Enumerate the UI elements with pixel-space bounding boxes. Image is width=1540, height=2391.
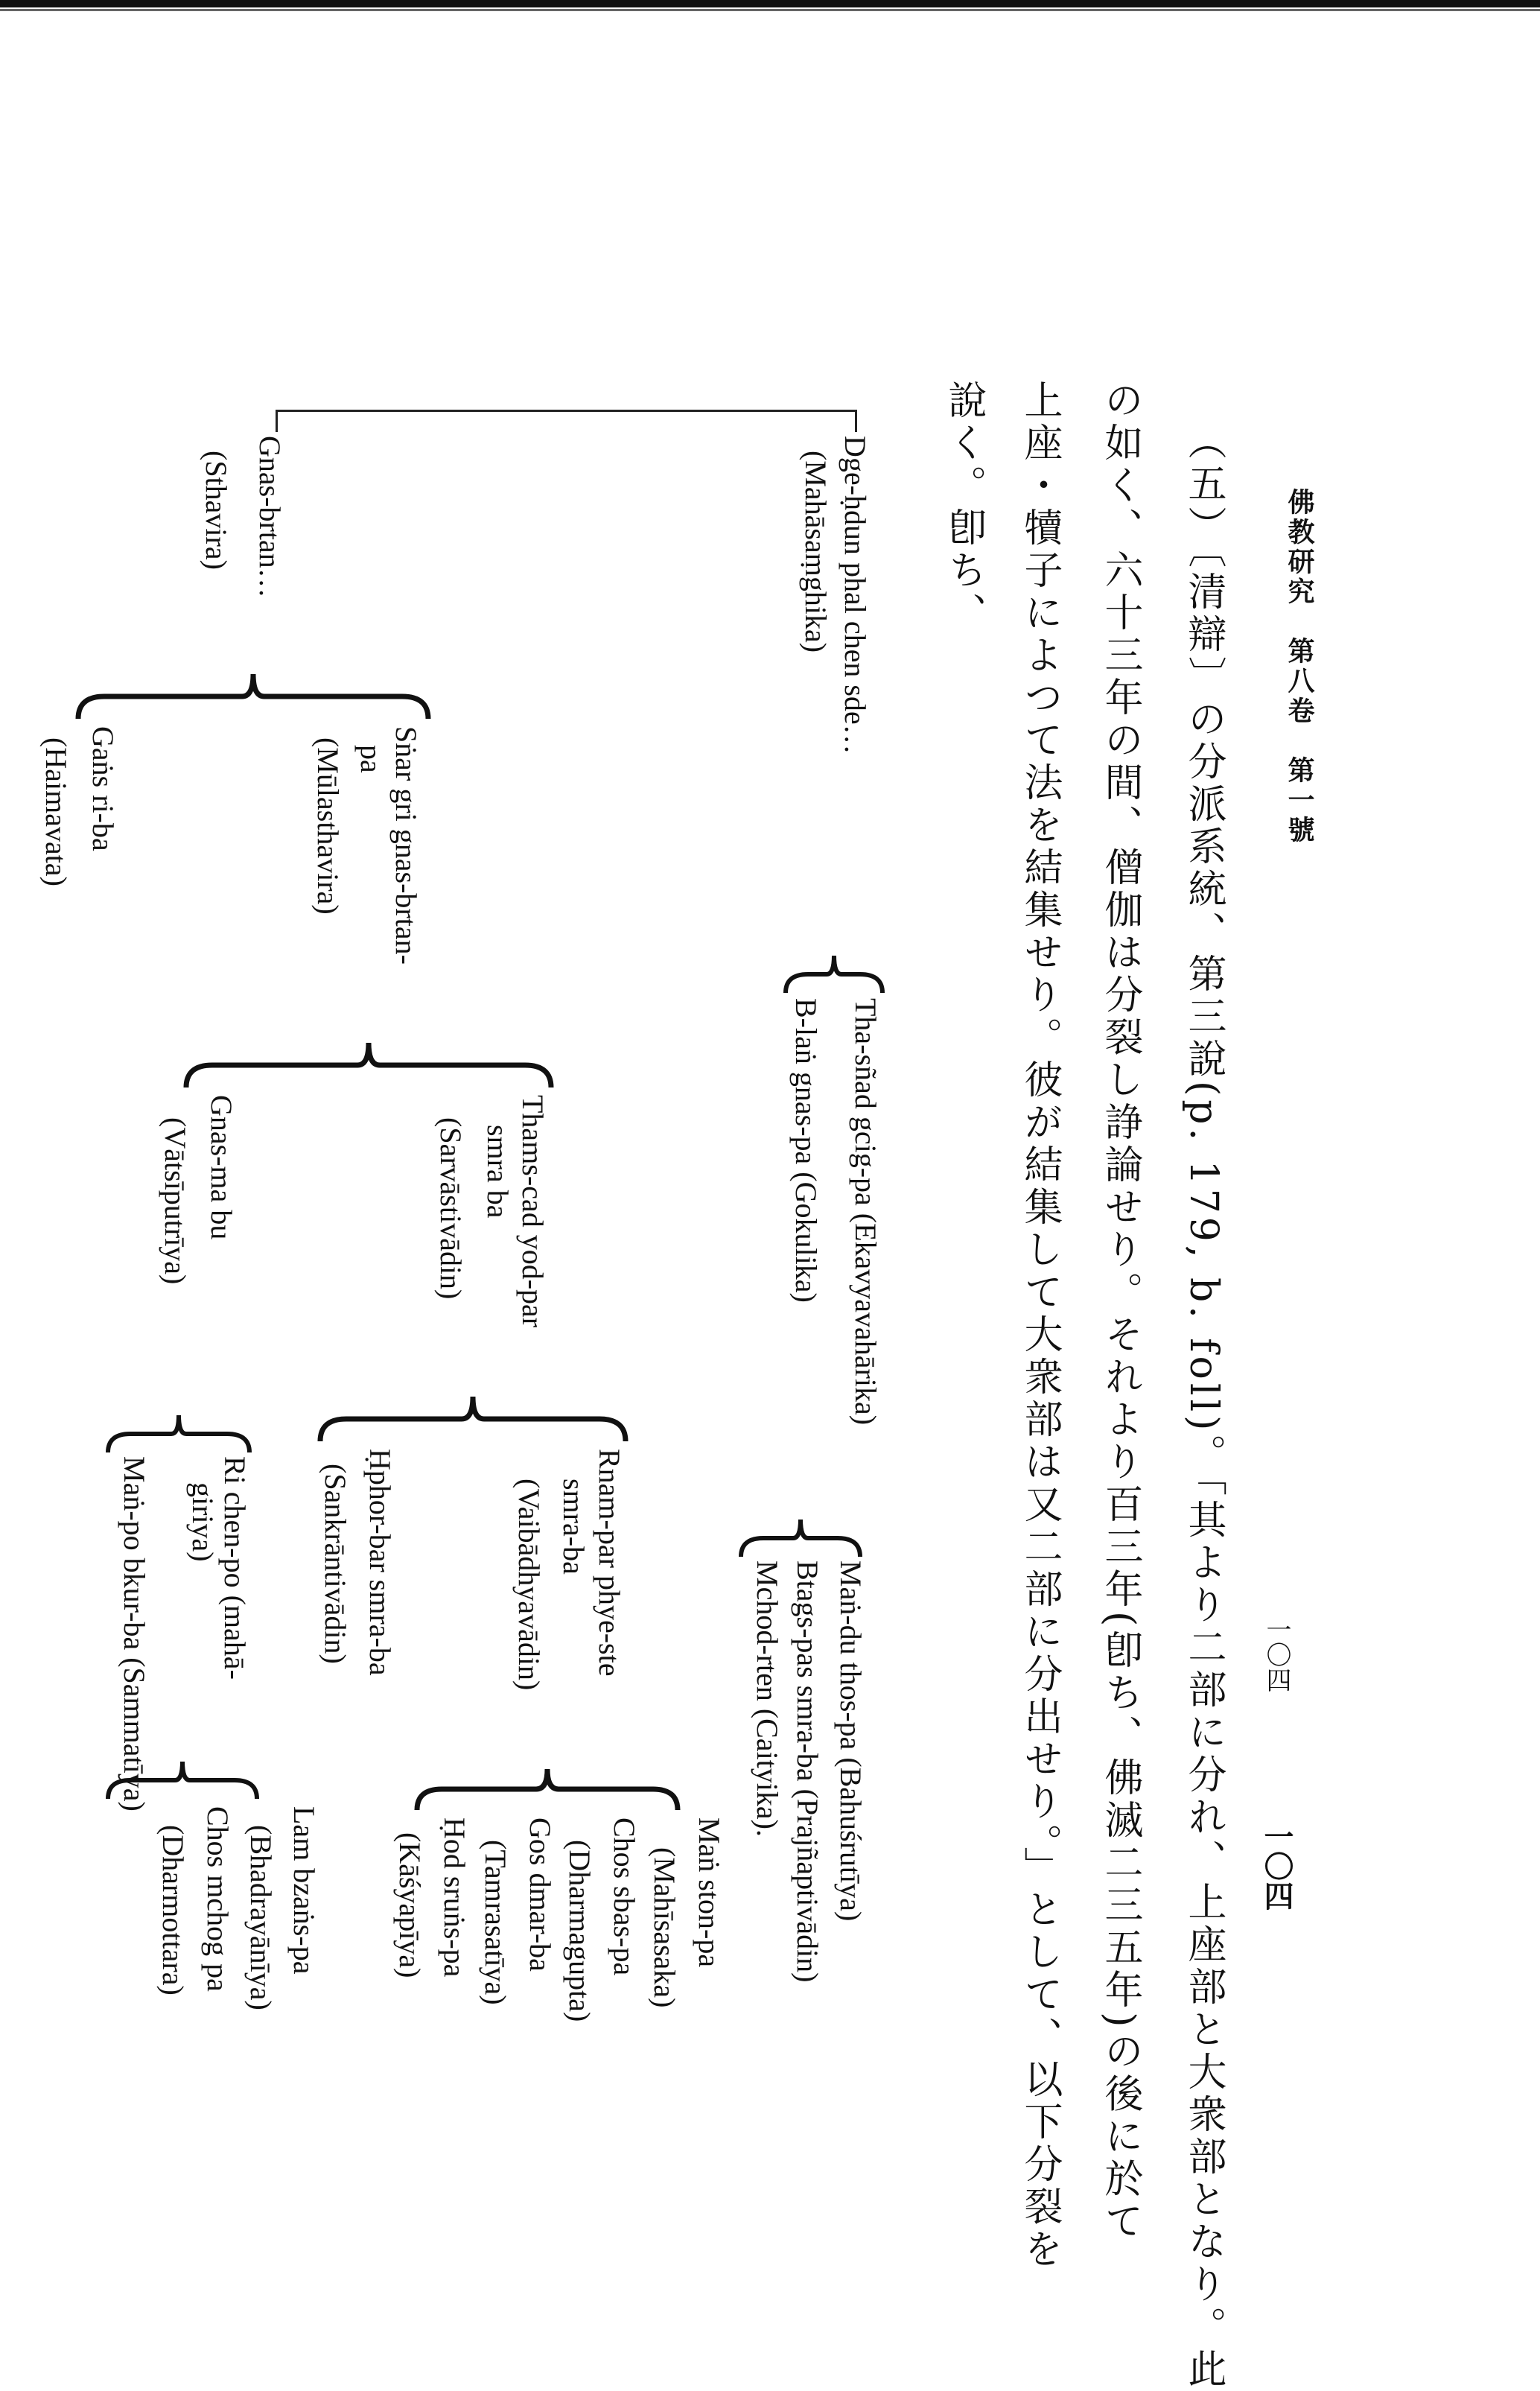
top-rule [0,0,1540,7]
brace-sthavira [74,670,432,723]
brace-mahasanghika [782,952,886,997]
node-mulasthavira-skt: (Mūlasthavira) [311,737,345,915]
node-vatsiputriya-skt: (Vātsīputrīya) [159,1117,192,1285]
node-bhadrayaniya: Lam bzaṅs-pa [287,1806,321,1975]
node-vatsiputriya: Gnas-ma bu [205,1095,238,1240]
node-vaibadhyavadin: Rnam-par phye-ste [593,1449,626,1677]
body-line-1: （五）〔清辯〕の分派系統、第三說(p. 179, b. foll)。「其より二部に分れ、上座部と大衆部となり。此 [1181,421,1226,2391]
node-dharmottara-skt: (Dharmottara) [156,1825,190,1995]
node-sankrantivadin-skt: (Sankrāntivādin) [319,1464,352,1664]
node-girirya-2: giriya) [186,1482,220,1562]
tree-trunk-line [276,410,856,412]
tree-stem-mahasanghika [855,410,857,432]
node-kasyapiya: Ḥod sruṅs-pa [438,1817,471,1978]
node-kasyapiya-skt: (Kāśyapīya) [393,1832,427,1978]
page-number-bold: 一〇四 [1259,1821,1294,1911]
node-sarvastivadin: Thams-cad yod-par [516,1095,550,1328]
node-sarvastivadin-2: smra ba [481,1125,515,1219]
page-number-small: 一〇四 [1261,1616,1291,1692]
node-sthavira-skt: (Sthavira) [200,451,233,570]
node-dharmagupta: Chos sbas-pa [608,1817,641,1976]
body-line-4: 說く。卽ち、 [941,380,986,635]
node-caityika: Mchod-rten (Caityika). [751,1560,784,1837]
node-haimavata: Gaṅs ri-ba [86,726,120,851]
top-rule-thin [0,9,1540,11]
node-girirya: Ri chen-po (mahā- [218,1456,252,1680]
node-gokulika: B-laṅ gnas-pa (Gokulika) [789,998,823,1303]
node-ekavyavaharika: Tha-sñad gcig-pa (Ekavyavahārika) [849,998,882,1426]
node-sankrantivadin: Ḥphor-bar smra-ba [363,1449,397,1676]
tree-stem-sthavira [276,410,278,432]
node-bahusrutiya: Maṅ-du thos-pa (Bahuśrutīya) [834,1560,868,1922]
node-haimavata-skt: (Haimavata) [39,737,73,886]
node-tamrasatiya: Gos dmar-ba [524,1817,557,1972]
brace-vatsiputriya [104,1412,253,1456]
node-vaibadhyavadin-2: smra-ba [557,1479,591,1575]
body-line-3: 上座・犢子によつて法を結集せり。彼が結集して大衆部は又二部に分出せり。」として、以下分裂を [1017,380,1062,2271]
node-mahisasaka-skt: (Mahīsasaka) [648,1847,681,2008]
running-header: 佛教研究 第八卷 第一號 [1284,488,1315,845]
brace-gokulika [737,1516,864,1560]
brace-mulasthavira [182,1039,555,1091]
node-bhadrayaniya-skt: (Bhadrayānīya) [244,1825,278,2010]
node-prajnaptivadin: Btags-pas smra-ba (Prajñaptivādin) [791,1560,824,1983]
node-dharmottara: Chos mchog pa [201,1806,235,1992]
node-mahasanghika: Dge-ḥdun phal chen sde… [839,436,872,755]
node-tamrasatiya-skt: (Tamrasatīya) [479,1840,512,2005]
brace-vaibadhyavadin [413,1765,681,1814]
brace-girirya [104,1758,261,1803]
node-vaibadhyavadin-skt: (Vaibādhyavādin) [512,1479,546,1691]
body-line-2: の如く、六十三年の間、僧伽は分裂し諍論せり。それより百三年(卽ち、佛滅二三五年)の後に於て [1098,380,1142,2244]
node-mahasanghika-skt: (Mahāsaṃghika) [799,451,833,653]
node-dharmagupta-skt: (Dharmagupta) [563,1840,596,2022]
node-mulasthavira-2: pa [354,745,388,773]
node-sthavira: Gnas-brtan… [253,436,287,598]
node-sarvastivadin-skt: (Sarvāstivādin) [434,1117,468,1300]
brace-sarvastivadin [316,1393,629,1445]
node-sammatiya: Maṅ-po bkur-ba (Sammatīya) [118,1456,151,1811]
node-mahisasaka: Maṅ ston-pa [693,1817,726,1968]
node-mulasthavira: Sṅar gri gnas-brtan- [389,726,423,965]
